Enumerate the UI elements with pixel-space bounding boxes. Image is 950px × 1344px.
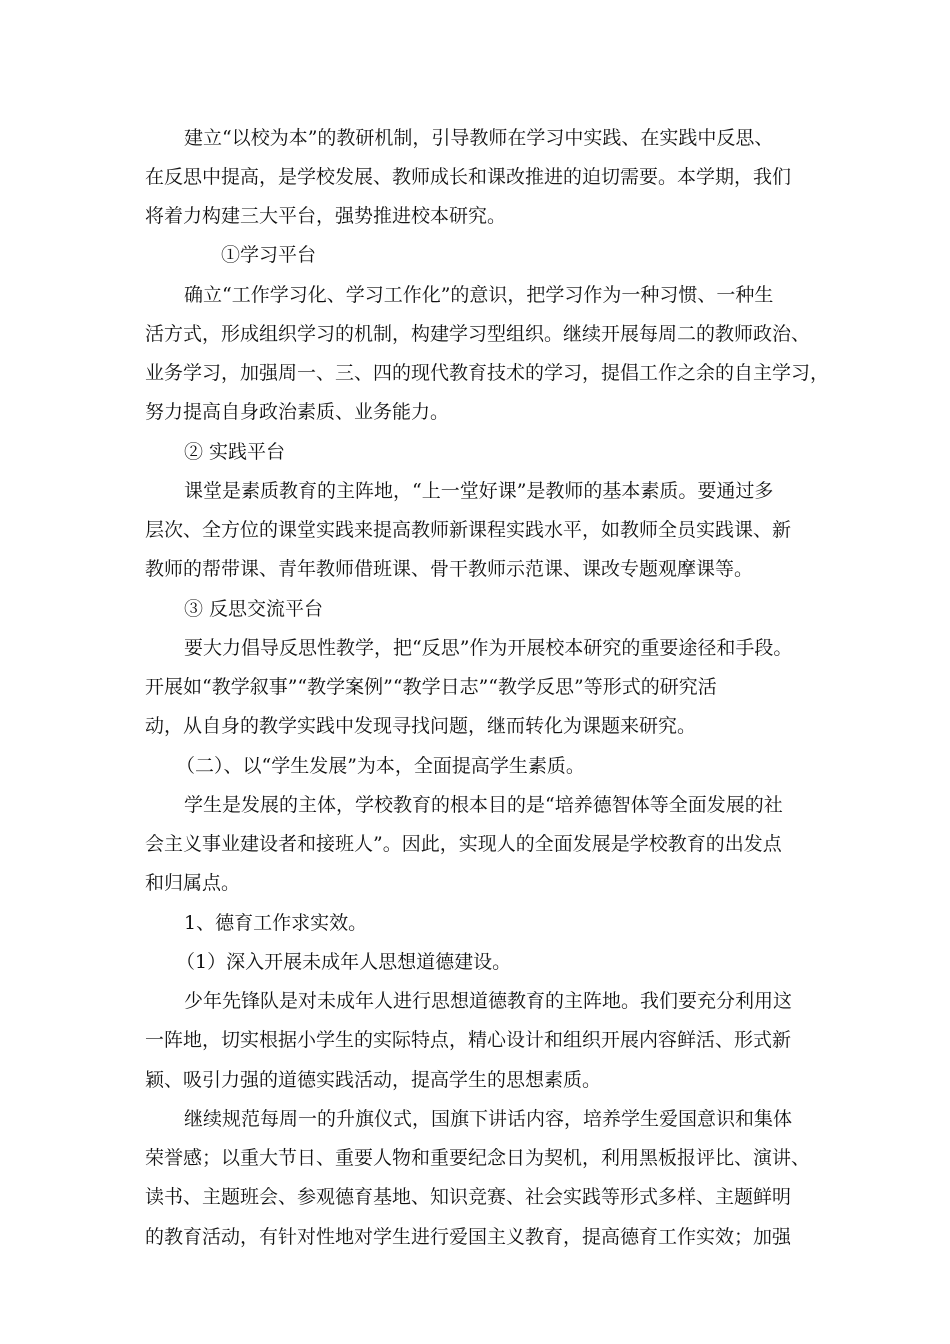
text-line: 教师的帮带课、青年教师借班课、骨干教师示范课、课改专题观摩课等。 [145, 558, 754, 580]
text-line: 荣誉感；以重大节日、重要人物和重要纪念日为契机，利用黑板报评比、演讲、 [145, 1147, 811, 1169]
text-line: 会主义事业建设者和接班人”。因此，实现人的全面发展是学校教育的出发点 [145, 833, 782, 855]
text-line: 读书、主题班会、参观德育基地、知识竞赛、社会实践等形式多样、主题鲜明 [145, 1186, 792, 1208]
text-line: 活方式，形成组织学习的机制，构建学习型组织。继续开展每周二的教师政治、 [145, 323, 811, 345]
text-line: 动，从自身的教学实践中发现寻找问题，继而转化为课题来研究。 [145, 715, 697, 737]
text-line: 学生是发展的主体，学校教育的根本目的是“培养德智体等全面发展的社 [184, 794, 783, 816]
text-line: 在反思中提高，是学校发展、教师成长和课改推进的迫切需要。本学期，我们 [145, 166, 792, 188]
text-line: 层次、全方位的课堂实践来提高教师新课程实践水平，如教师全员实践课、新 [145, 519, 792, 541]
text-line: 一阵地，切实根据小学生的实际特点，精心设计和组织开展内容鲜活、形式新 [145, 1029, 792, 1051]
section-heading: ② 实践平台 [184, 441, 286, 463]
text-line: 努力提高自身政治素质、业务能力。 [145, 401, 450, 423]
section-heading: ③ 反思交流平台 [184, 598, 324, 620]
text-line: 将着力构建三大平台，强势推进校本研究。 [145, 205, 507, 227]
text-line: 确立“工作学习化、学习工作化”的意识，把学习作为一种习惯、一种生 [184, 284, 774, 306]
text-line: 业务学习，加强周一、三、四的现代教育技术的学习，提倡工作之余的自主学习， [145, 362, 830, 384]
section-heading: （二）、以“学生发展”为本，全面提高学生素质。 [176, 755, 585, 777]
section-heading: （1）深入开展未成年人思想道德建设。 [176, 951, 512, 973]
text-line: 要大力倡导反思性教学，把“反思”作为开展校本研究的重要途径和手段。 [184, 637, 793, 659]
text-line: 少年先锋队是对未成年人进行思想道德教育的主阵地。我们要充分利用这 [184, 990, 793, 1012]
section-heading: 1、德育工作求实效。 [184, 912, 368, 934]
text-line: 和归属点。 [145, 872, 241, 894]
text-line: 开展如“教学叙事”“教学案例”“教学日志”“教学反思”等形式的研究活 [145, 676, 717, 698]
text-line: 课堂是素质教育的主阵地，“上一堂好课”是教师的基本素质。要通过多 [184, 480, 774, 502]
text-line: 建立“以校为本”的教研机制，引导教师在学习中实践、在实践中反思、 [184, 127, 774, 149]
text-line: 颖、吸引力强的道德实践活动，提高学生的思想素质。 [145, 1069, 602, 1091]
text-line: 的教育活动，有针对性地对学生进行爱国主义教育，提高德育工作实效；加强 [145, 1226, 792, 1248]
section-heading: ①学习平台 [221, 244, 317, 266]
text-line: 继续规范每周一的升旗仪式，国旗下讲话内容，培养学生爱国意识和集体 [184, 1108, 793, 1130]
